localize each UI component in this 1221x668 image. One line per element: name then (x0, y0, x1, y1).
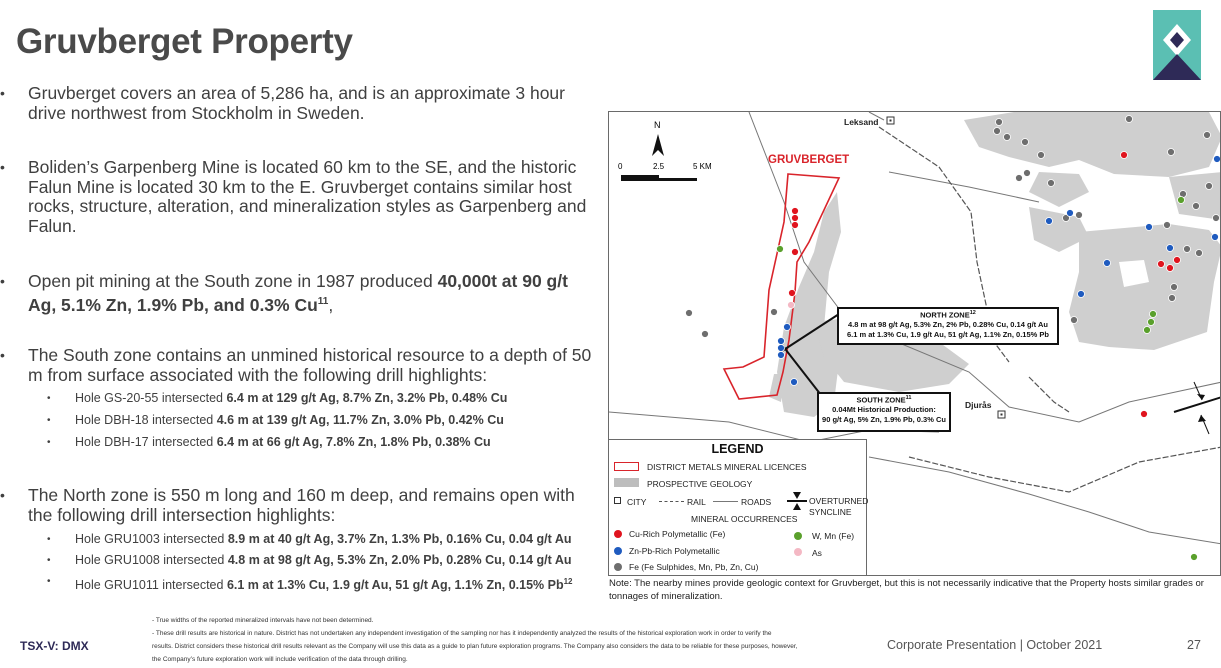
legend-geology: PROSPECTIVE GEOLOGY (647, 479, 753, 489)
south-hole-2: • Hole DBH-18 intersected 4.6 m at 139 g/t Ag, 11.7% Zn, 3.0% Pb, 0.42% Cu (75, 413, 600, 428)
map-legend (608, 439, 867, 576)
ticker-symbol: TSX-V: DMX (20, 639, 89, 653)
legend-title: LEGEND (711, 442, 764, 456)
north-label: N (654, 120, 661, 130)
roads-swatch (713, 501, 738, 502)
bullet-area: • Gruvberget covers an area of 5,286 ha, and is an approximate 3 hour drive northwest from Stockholm in Sweden. (28, 84, 596, 123)
legend-rail: RAIL (687, 497, 706, 507)
geology-swatch (614, 478, 639, 487)
legend-roads: ROADS (741, 497, 772, 507)
licence-label: GRUVBERGET (768, 154, 850, 166)
city-djuras (965, 400, 1005, 418)
legend-w: W, Mn (Fe) (812, 531, 855, 541)
scale-end: 5 KM (693, 162, 712, 171)
city-leksand (844, 117, 894, 127)
presentation-label: Corporate Presentation | October 2021 (887, 638, 1103, 652)
legend-zn: Zn-Pb-Rich Polymetallic (629, 546, 720, 556)
south-zone-callout: SOUTH ZONE$^{11}$ 0.04Mt Historical Production: 90 g/t Ag, 5% Zn, 1.9% Pb, 0.3% Cu (817, 392, 951, 432)
footnote-2: - These drill results are historical in nature. District has not undertaken any independent investigation of the sampling nor has it independently analyzed the results of the historical exploration work in order to verify the (152, 630, 772, 637)
legend-city: CITY (627, 497, 647, 507)
legend-fe: Fe (Fe Sulphides, Mn, Pb, Zn, Cu) (629, 562, 759, 572)
north-arrow (652, 120, 664, 156)
map-note: Note: The nearby mines provide geologic context for Gruvberget, but this is not necessarily indicative that the Property hosts similar grades or tonnages of mineralization. (609, 578, 1204, 602)
scale-zero: 0 (618, 162, 623, 171)
south-hole-1: • Hole GS-20-55 intersected 6.4 m at 129 g/t Ag, 8.7% Zn, 3.2% Pb, 0.48% Cu (75, 391, 600, 406)
south-hole-3: • Hole DBH-17 intersected 6.4 m at 66 g/t Ag, 7.8% Zn, 1.8% Pb, 0.38% Cu (75, 435, 600, 450)
fe-swatch (614, 563, 622, 571)
footnote-4: the Company’s future exploration work will include verification of the data through drilling. (152, 656, 408, 663)
legend-as: As (812, 548, 822, 558)
bullet-south-zone: • The South zone contains an unmined historical resource to a depth of 50 m from surface associated with the following drill highlights: (28, 346, 596, 385)
scale-bar (618, 162, 712, 181)
footnote-3: results. District considers these historical drill results relevant as the Company will use this data as a guide to plan future exploration programs. The Company also considers the data to be reliable for these purposes, however, (152, 643, 798, 650)
north-hole-2: • Hole GRU1008 intersected 4.8 m at 98 g/t Ag, 5.3% Zn, 2.0% Pb, 0.28% Cu, 0.14 g/t Au (75, 553, 600, 568)
north-hole-1: • Hole GRU1003 intersected 8.9 m at 40 g/t Ag, 3.7% Zn, 1.3% Pb, 0.16% Cu, 0.04 g/t Au (75, 532, 600, 547)
city-swatch (614, 497, 621, 504)
legend-cu: Cu-Rich Polymetallic (Fe) (629, 529, 726, 539)
legend-syncline-1: OVERTURNED (809, 496, 869, 506)
svg-text:Djurås: Djurås (965, 400, 992, 410)
w-swatch (794, 532, 802, 540)
licence-swatch (614, 462, 639, 471)
company-logo (1153, 10, 1201, 80)
zn-swatch (614, 547, 622, 555)
page-number: 27 (1187, 638, 1201, 652)
bullet-list (0, 0, 600, 600)
footnote-1: - True widths of the reported mineralized intervals have not been determined. (152, 617, 374, 624)
bullet-north-zone: • The North zone is 550 m long and 160 m deep, and remains open with the following drill intersection highlights: (28, 486, 596, 525)
bullet-garpenberg: • Boliden’s Garpenberg Mine is located 60 km to the SE, and the historic Falun Mine is located 30 km to the E. Gruvberget contains similar host rocks, structure, alteration, and mineralization styles as Garpenberg and Falun. (28, 158, 596, 236)
footnotes (152, 614, 872, 666)
svg-text:Leksand: Leksand (844, 117, 879, 127)
legend-occurrences: MINERAL OCCURRENCES (691, 514, 798, 524)
legend-licences: DISTRICT METALS MINERAL LICENCES (647, 462, 807, 472)
bullet-open-pit: • Open pit mining at the South zone in 1987 produced 40,000t at 90 g/t Ag, 5.1% Zn, 1.9% Pb, and 0.3% Cu$^{11}$, (28, 272, 596, 315)
scale-mid: 2.5 (653, 162, 665, 171)
north-hole-3: • Hole GRU1011 intersected 6.1 m at 1.3% Cu, 1.9 g/t Au, 51 g/t Ag, 1.1% Zn, 0.15% Pb$^{12}$ (75, 574, 600, 593)
rail-swatch (659, 501, 684, 502)
north-zone-callout: NORTH ZONE$^{12}$ 4.8 m at 98 g/t Ag, 5.3% Zn, 2% Pb, 0.28% Cu, 0.14 g/t Au 6.1 m at 1.3% Cu, 1.9 g/t Au, 51 g/t Ag, 1.1% Zn, 0.15% Pb (837, 307, 1059, 345)
cu-swatch (614, 530, 622, 538)
page-title: Gruvberget Property (16, 22, 353, 61)
syncline-swatch (787, 490, 807, 512)
as-swatch (794, 548, 802, 556)
legend-syncline-2: SYNCLINE (809, 507, 852, 517)
overturned-syncline (1174, 382, 1221, 434)
